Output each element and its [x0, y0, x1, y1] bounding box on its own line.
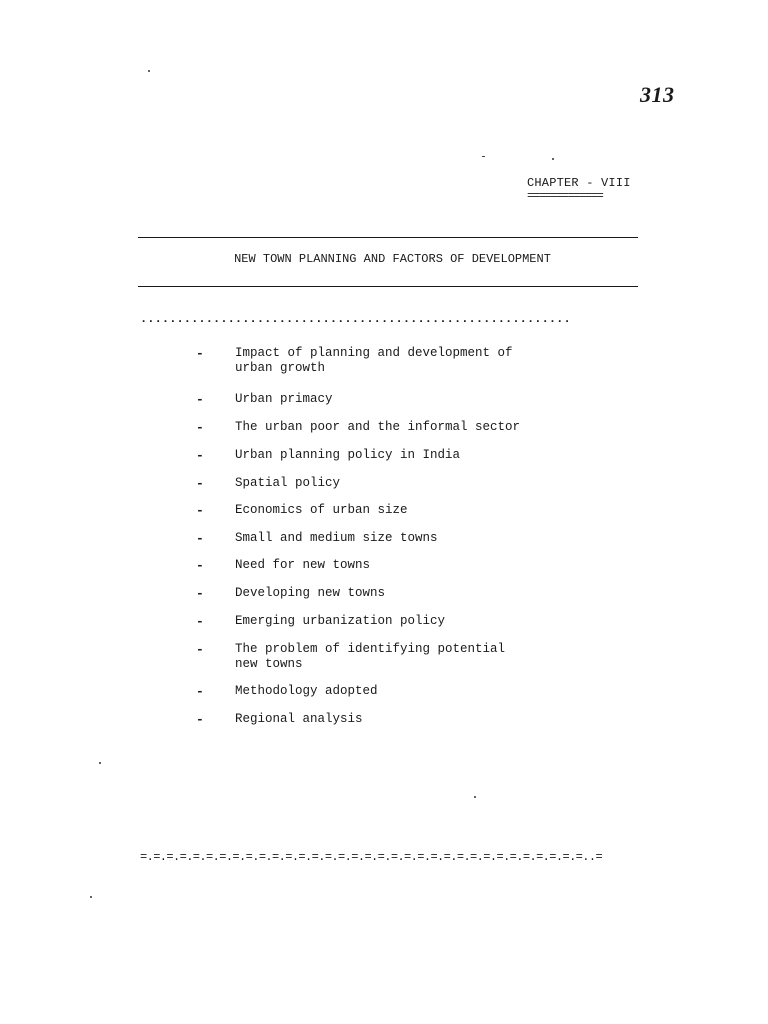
topic-text: Impact of planning and development of urban growth	[235, 346, 513, 375]
dotted-separator: ...........................................................	[140, 312, 571, 326]
chapter-label: CHAPTER - VIII	[527, 176, 631, 190]
topic-dash: -	[196, 614, 204, 629]
topic-dash: -	[196, 586, 204, 601]
topic-dash: -	[196, 531, 204, 546]
scan-speck	[552, 158, 554, 160]
topic-text: Economics of urban size	[235, 503, 408, 517]
scan-speck	[482, 156, 485, 157]
topic-dash: -	[196, 642, 204, 657]
page-number: 313	[640, 82, 675, 107]
topic-dash: -	[196, 684, 204, 699]
topic-text: Urban planning policy in India	[235, 448, 461, 462]
bottom-rule	[138, 286, 638, 287]
topic-text: The problem of identifying potential new towns	[235, 642, 506, 671]
chapter-underline: =============	[527, 189, 603, 203]
scan-speck	[474, 796, 476, 798]
scan-speck	[90, 896, 92, 898]
topic-dash: -	[196, 420, 204, 435]
topic-text: Emerging urbanization policy	[235, 614, 446, 628]
topic-text: Urban primacy	[235, 392, 333, 406]
scan-speck	[148, 70, 150, 72]
topic-dash: -	[196, 558, 204, 573]
topic-dash: -	[196, 448, 204, 463]
topic-text: Small and medium size towns	[235, 531, 438, 545]
topic-text: Regional analysis	[235, 712, 363, 726]
chapter-title	[0, 252, 768, 266]
topic-text: Methodology adopted	[235, 684, 378, 698]
topic-dash: -	[196, 712, 204, 727]
topic-text: Developing new towns	[235, 586, 386, 600]
top-rule	[138, 237, 638, 238]
topic-dash: -	[196, 392, 204, 407]
topic-dash: -	[196, 346, 204, 361]
topic-dash: -	[196, 503, 204, 518]
topic-dash: -	[196, 476, 204, 491]
topic-text: The urban poor and the informal sector	[235, 420, 521, 434]
scan-speck	[99, 762, 101, 764]
topic-text: Need for new towns	[235, 558, 371, 572]
chapter-title-text: NEW TOWN PLANNING AND FACTORS OF DEVELOPMENT	[234, 252, 551, 266]
topic-text: Spatial policy	[235, 476, 341, 490]
footer-rule: =.=.=.=.=.=.=.=.=.=.=.=.=.=.=.=.=.=.=.=.=.=.=.=.=.=.=.=.=.=.=.=.=.=..=	[140, 850, 603, 864]
